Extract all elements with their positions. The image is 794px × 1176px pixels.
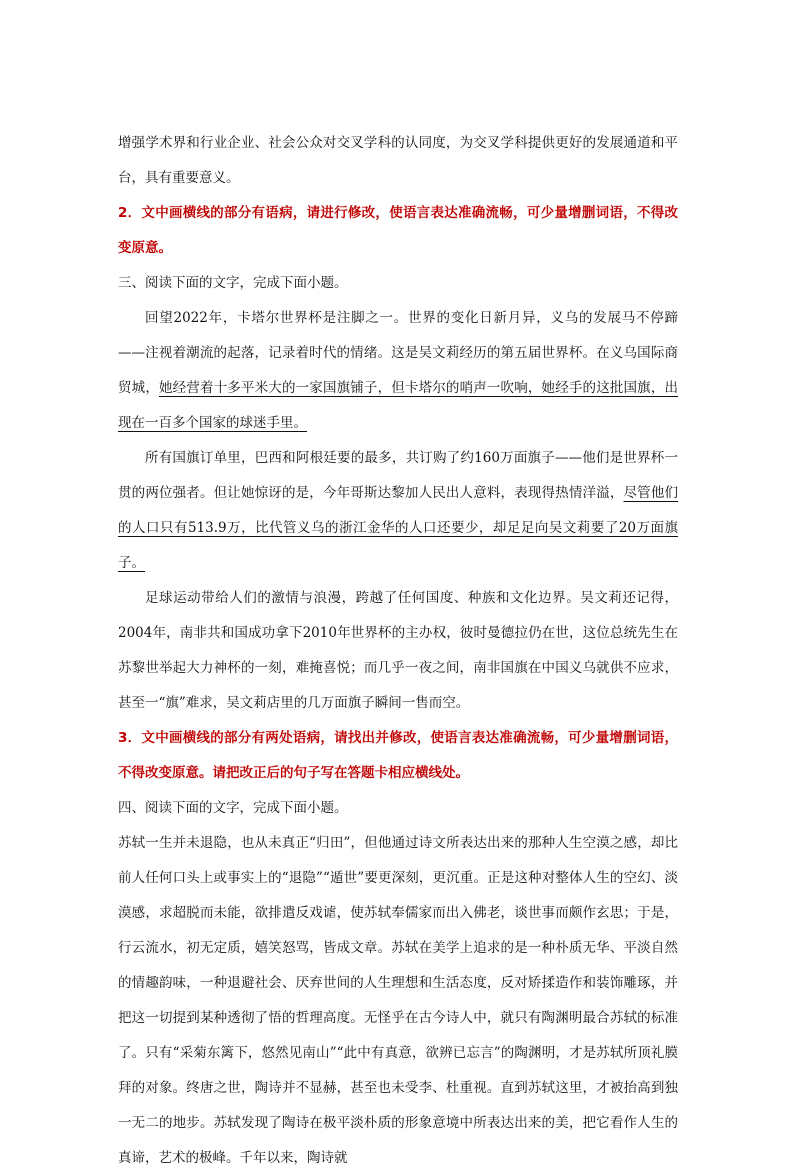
question-2: 2．文中画横线的部分有语病，请进行修改，使语言表达准确流畅，可少量增删词语，不得改变原意。: [118, 205, 678, 256]
paragraph-text: 回望2022年，卡塔尔世界杯是注脚之一。世界的变化日新月异，义乌的发展马不停蹄——注视着潮流的起落，记录着时代的情绪。这是吴文莉经历的第五届世界杯。在义乌国际商贸城，: [118, 310, 678, 396]
paragraph-text: 所有国旗订单里，巴西和阿根廷要的最多，共订购了约160万面旗子——他们是世界杯一贯的两位强者。但让她惊讶的是，今年哥斯达黎加人民出人意料，表现得热情洋溢，: [118, 450, 678, 501]
question-3: 3．文中画横线的部分有两处语病，请找出并修改，使语言表达准确流畅，可少量增删词语，不得改变原意。请把改正后的句子写在答题卡相应横线处。: [118, 730, 678, 781]
underlined-sentence: 她经营着十多平米大的一家国旗铺子，但卡塔尔的哨声一吹响，她经手的这批国旗，出现在一百多个国家的球迷手里。: [118, 380, 679, 431]
intro-paragraph: 增强学术界和行业企业、社会公众对交叉学科的认同度，为交叉学科提供更好的发展通道和平台，具有重要意义。: [118, 135, 678, 186]
document-page: [118, 126, 678, 1176]
section-4-heading: 四、阅读下面的文字，完成下面小题。: [118, 800, 348, 816]
section-3-paragraph-2: [118, 441, 678, 581]
section-3-paragraph-1: [118, 301, 678, 441]
section-3-heading: 三、阅读下面的文字，完成下面小题。: [118, 275, 348, 291]
section-3-paragraph-3: 足球运动带给人们的激情与浪漫，跨越了任何国度、种族和文化边界。吴文莉还记得，2004年，南非共和国成功拿下2010年世界杯的主办权，彼时曼德拉仍在世，这位总统先生在苏黎世举起大力神杯的一刻，难掩喜悦；而几乎一夜之间，南非国旗在中国义乌就供不应求，甚至一“旗”难求，吴文莉店里的几万面旗子瞬间一售而空。: [118, 590, 678, 711]
section-4-paragraph: 苏轼一生并未退隐，也从未真正“归田”，但他通过诗文所表达出来的那种人生空漠之感，却比前人任何口头上或事实上的“退隐”“遁世”要更深刻，更沉重。正是这种对整体人生的空幻、淡漠感，求超脱而未能，欲排遣反戏谑，使苏轼奉儒家而出入佛老，谈世事而颇作玄思；于是，行云流水，初无定质，嬉笑怒骂，皆成文章。苏轼在美学上追求的是一种朴质无华、平淡自然的情趣韵味，一种退避社会、厌弃世间的人生理想和生活态度，反对矫揉造作和装饰雕琢，并把这一切提到某种透彻了悟的哲理高度。无怪乎在古今诗人中，就只有陶渊明最合苏轼的标准了。只有“采菊东篱下，悠然见南山”“此中有真意，欲辨已忘言”的陶渊明，才是苏轼所顶礼膜拜的对象。终唐之世，陶诗并不显赫，甚至也未受李、杜重视。直到苏轼这里，才被抬高到独一无二的地步。苏轼发现了陶诗在极平淡朴质的形象意境中所表达出来的美，把它看作人生的真谛，艺术的极峰。千年以来，陶诗就: [118, 835, 678, 1166]
underlined-sentence: 尽管他们的人口只有513.9万，比代管义乌的浙江金华的人口还要少，却足足向吴文莉要了20万面旗子。: [118, 485, 679, 571]
